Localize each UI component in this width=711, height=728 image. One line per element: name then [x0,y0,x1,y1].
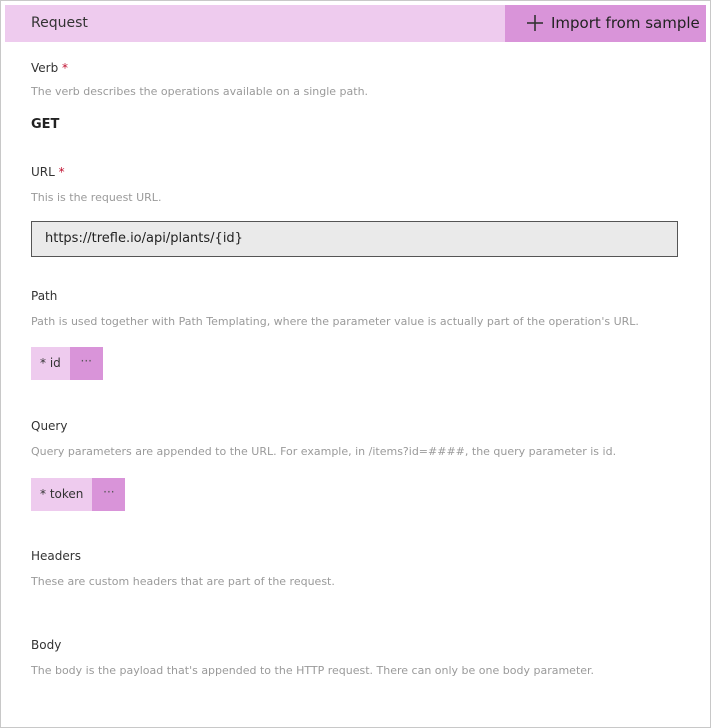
verb-label: Verb [31,61,59,75]
url-field[interactable] [31,221,678,257]
more-options-icon[interactable]: ··· [70,347,103,380]
url-required-mark: * [58,165,65,179]
query-description: Query parameters are appended to the URL. For example, in /items?id=####, the query parameter is id. [31,445,617,458]
import-from-sample-label: Import from sample [551,14,700,32]
query-label: Query [31,419,68,433]
import-from-sample-button[interactable] [505,5,706,42]
verb-value[interactable]: GET [31,117,60,132]
plus-icon [525,13,545,33]
more-options-icon[interactable]: ··· [92,478,125,511]
path-label: Path [31,289,58,303]
url-label-row [31,165,65,179]
path-param-chip-id[interactable] [31,347,103,380]
body-description: The body is the payload that's appended to the HTTP request. There can only be one body parameter. [31,664,595,677]
headers-label: Headers [31,549,81,563]
url-label: URL [31,165,55,179]
url-value: https://trefle.io/api/plants/{id} [45,231,243,246]
body-label: Body [31,638,62,652]
request-header [5,5,706,42]
path-param-label[interactable]: * id [31,347,70,380]
query-param-label[interactable]: * token [31,478,92,511]
request-title: Request [31,15,88,31]
url-description: This is the request URL. [31,191,162,204]
verb-label-row [31,61,68,75]
path-description: Path is used together with Path Templating, where the parameter value is actually part of the operation's URL. [31,315,639,328]
query-param-chip-token[interactable] [31,478,125,511]
headers-description: These are custom headers that are part of the request. [31,575,335,588]
verb-description: The verb describes the operations available on a single path. [31,85,369,98]
verb-required-mark: * [62,61,69,75]
